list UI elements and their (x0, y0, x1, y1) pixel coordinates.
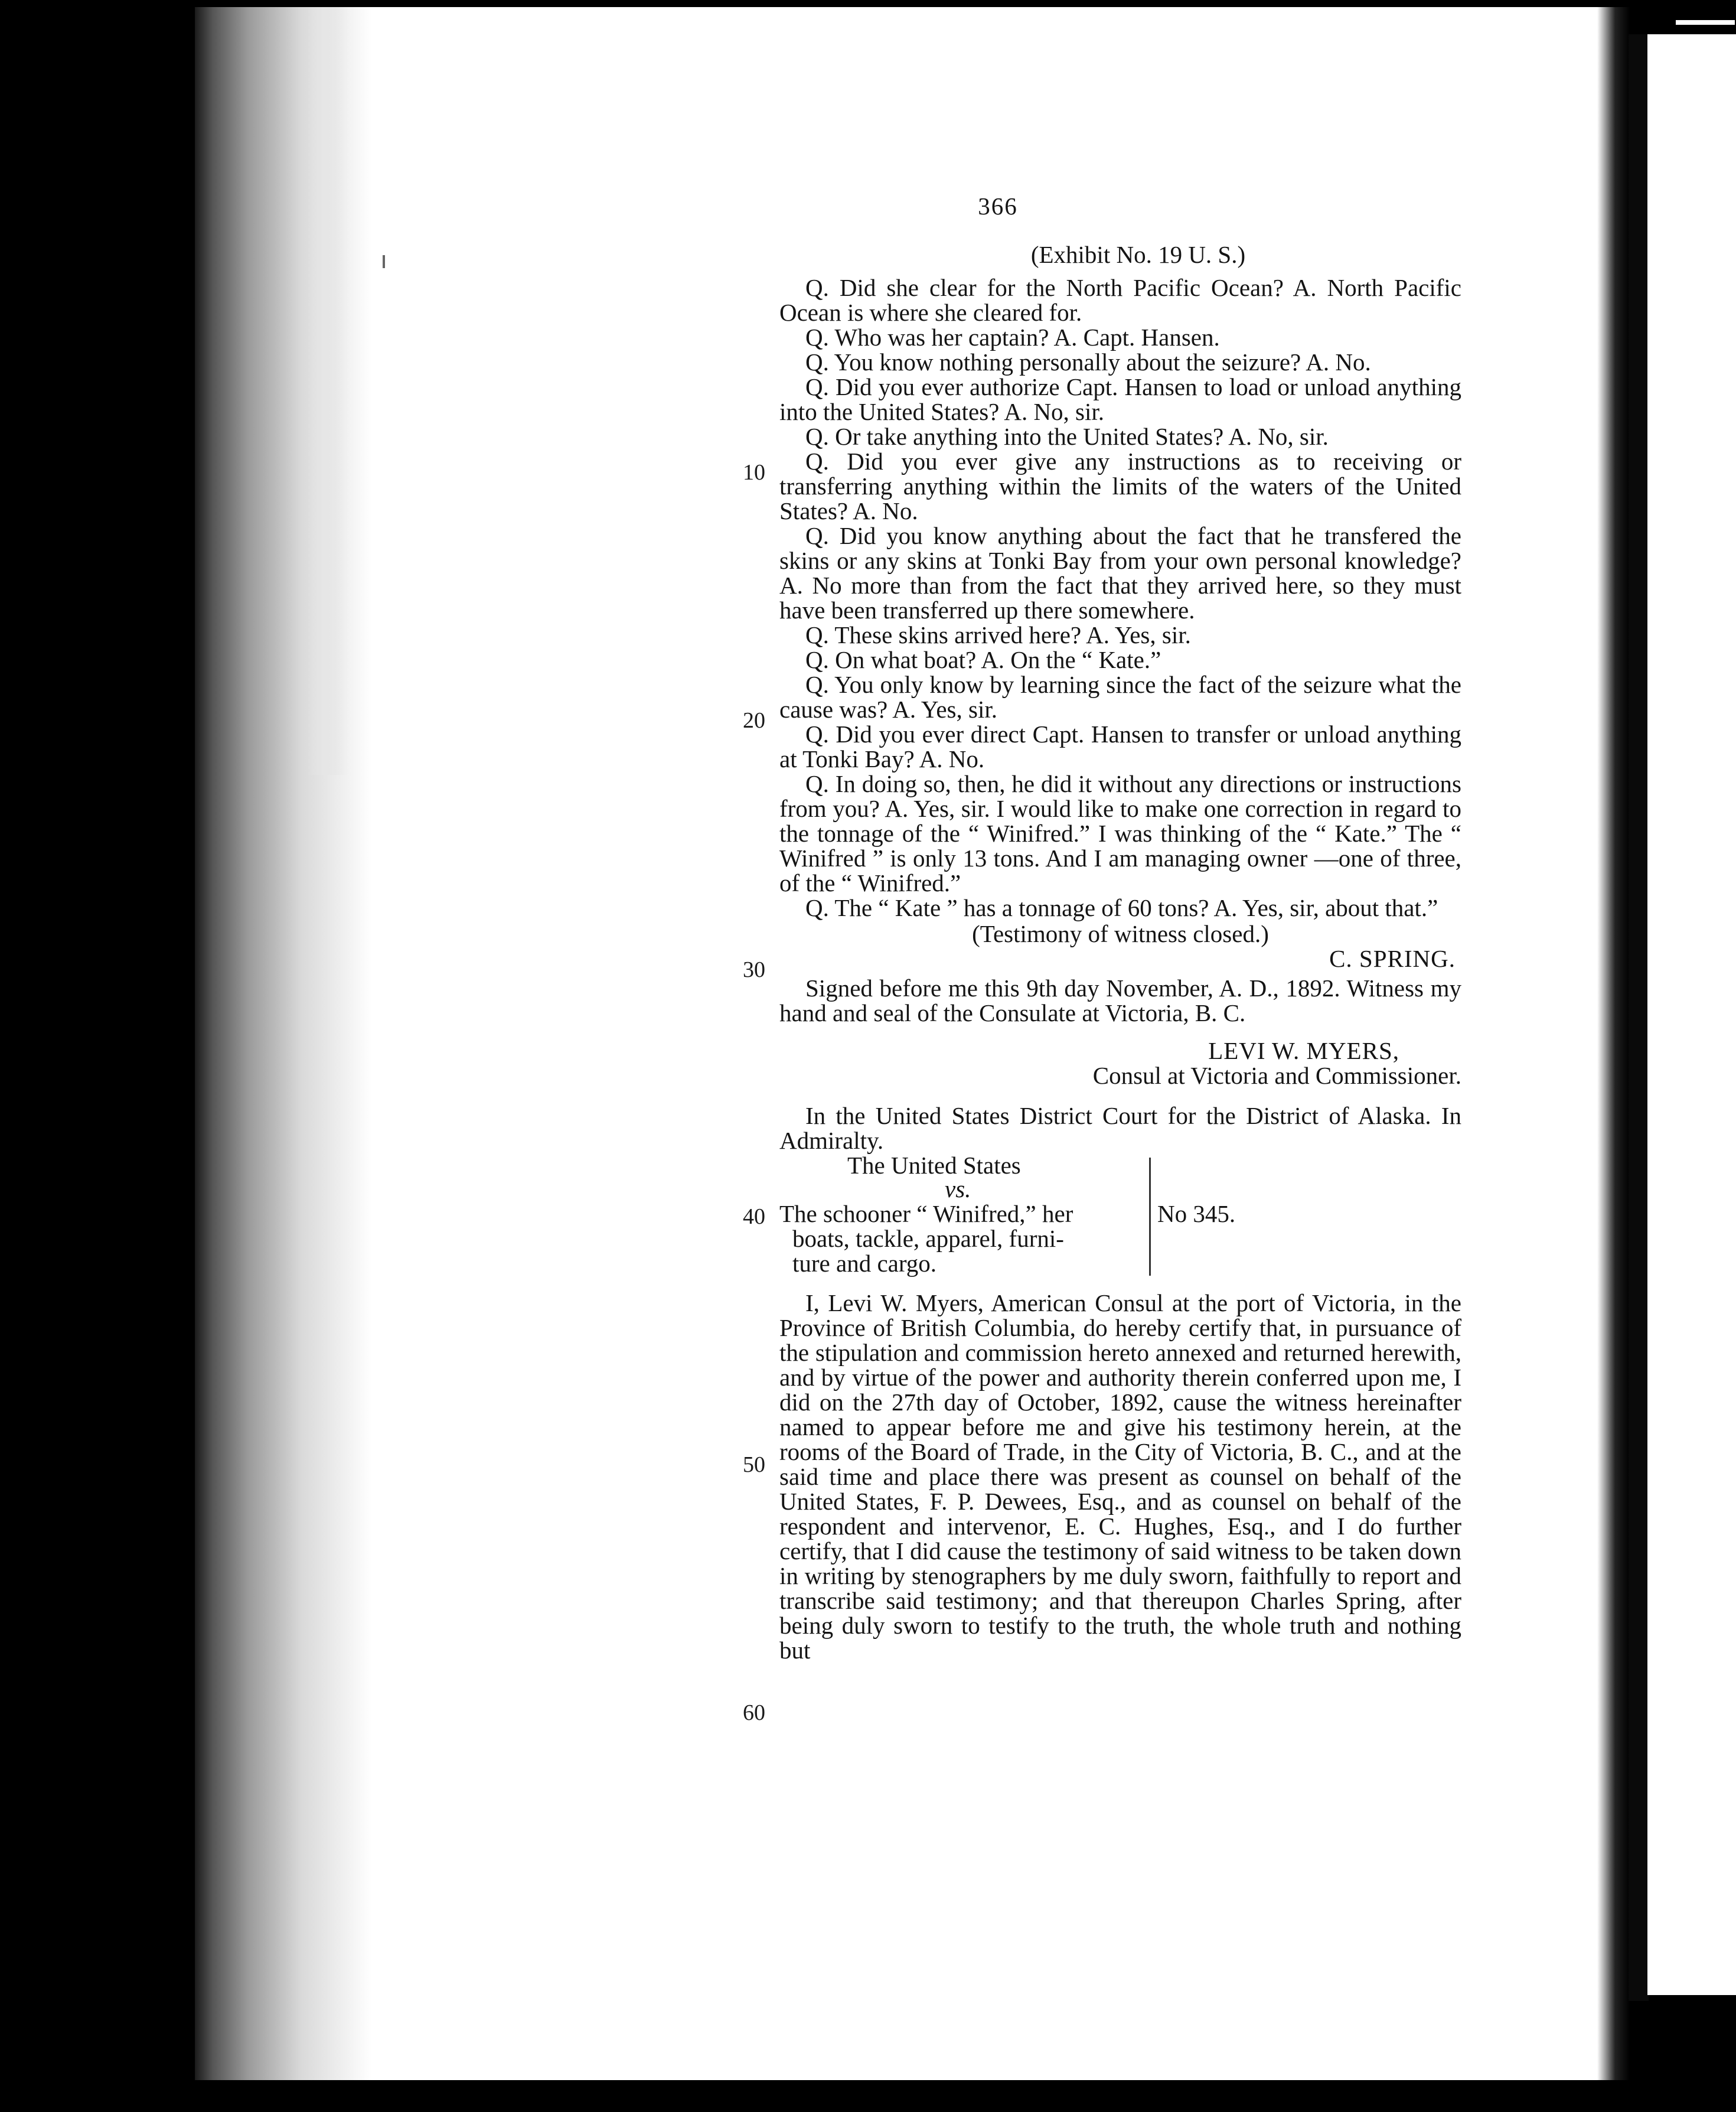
testimony-paragraph: Q. In doing so, then, he did it without any directions or instructions from you? A. Yes, sir. I would like to make one correction in regard to the tonnage of the “ Winifred.” I was thinking of the “ Kate.” The “ Winifred ” is only 13 tons. And I am managing owner —one of three, of the “ Winifred.” (779, 770, 1461, 897)
testimony-paragraph: Q. Did you know anything about the fact that he transfered the skins or any skins at Tonki Bay from your own personal knowledge? A. No more than from the fact that they arrived here, so they must have been transferred up there somewhere. (779, 522, 1461, 624)
line-number-20: 20 (743, 708, 765, 733)
line-number-30: 30 (743, 957, 765, 982)
testimony-paragraph: Q. Did you ever authorize Capt. Hansen to load or unload anything into the United States? A. No, sir. (779, 373, 1461, 425)
testimony-closed-note: (Testimony of witness closed.) (972, 920, 1269, 947)
testimony-paragraph: Q. Did you ever give any instructions as to receiving or transferring anything within the limits of the waters of the United States? A. No. (779, 448, 1461, 524)
testimony-paragraph: Q. The “ Kate ” has a tonnage of 60 tons? A. Yes, sir, about that.” (805, 894, 1438, 921)
page-right-edge-shadow (1597, 7, 1630, 2080)
binding-highlight (307, 7, 348, 775)
caption-defendant-line: ture and cargo. (792, 1250, 936, 1277)
caption-brace (1138, 1158, 1151, 1276)
commissioner-title: Consul at Victoria and Commissioner. (1092, 1062, 1461, 1089)
commissioner-name: LEVI W. MYERS, (1208, 1037, 1399, 1064)
caption-defendant-line: The schooner “ Winifred,” her (779, 1200, 1073, 1227)
document-text (779, 183, 1461, 1663)
testimony-paragraph: Q. You only know by learning since the fact of the seizure what the cause was? A. Yes, sir. (779, 671, 1461, 723)
testimony-paragraph: Q. Did you ever direct Capt. Hansen to transfer or unload anything at Tonki Bay? A. No. (779, 721, 1461, 773)
testimony-paragraph: Q. You know nothing personally about the seizure? A. No. (805, 348, 1371, 376)
case-number: No 345. (1157, 1200, 1236, 1227)
witness-signature: C. SPRING. (1329, 945, 1456, 972)
line-number-40: 40 (743, 1204, 765, 1229)
exhibit-heading: (Exhibit No. 19 U. S.) (1030, 241, 1246, 268)
corner-mark (1676, 20, 1735, 25)
page-number: 366 (978, 193, 1018, 220)
caption-versus: vs. (945, 1175, 971, 1202)
case-caption (779, 1153, 1461, 1286)
line-number-10: 10 (743, 460, 765, 485)
facing-page-gap (1629, 34, 1649, 2001)
facing-page-edge (1647, 34, 1736, 1995)
line-number-50: 50 (743, 1452, 765, 1477)
caption-plaintiff: The United States (847, 1152, 1021, 1179)
testimony-paragraph: Q. On what boat? A. On the “ Kate.” (805, 646, 1161, 673)
testimony-paragraph: Q. Did she clear for the North Pacific Ocean? A. North Pacific Ocean is where she cleared for. (779, 274, 1461, 326)
court-heading: In the United States District Court for the District of Alaska. In Admiralty. (779, 1102, 1461, 1154)
testimony-paragraph: Q. These skins arrived here? A. Yes, sir. (805, 621, 1191, 648)
certificate-paragraph: I, Levi W. Myers, American Consul at the port of Victoria, in the Province of British Columbia, do hereby certify that, in pursuance of the stipulation and commission hereto annexed and returned herewith, and by virtue of the power and authority therein conferred upon me, I did on the 27th day of October, 1892, cause the witness hereinafter named to appear before me and give his testimony herein, at the rooms of the Board of Trade, in the City of Victoria, B. C., and at the said time and place there was present as counsel on behalf of the United States, F. P. Dewees, Esq., and as counsel on behalf of the respondent and intervenor, E. C. Hughes, Esq., and I do further certify, that I did cause the testimony of said witness to be taken down in writing by stenographers by me duly sworn, faithfully to report and transcribe said testimony; and that thereupon Charles Spring, after being duly sworn to testify to the truth, the whole truth and nothing but (779, 1289, 1461, 1664)
margin-tick-mark (383, 255, 385, 268)
testimony-paragraph: Q. Or take anything into the United States? A. No, sir. (805, 423, 1329, 450)
attestation-paragraph: Signed before me this 9th day November, A. D., 1892. Witness my hand and seal of the Consulate at Victoria, B. C. (779, 974, 1461, 1026)
caption-defendant-line: boats, tackle, apparel, furni- (792, 1225, 1064, 1252)
line-number-60: 60 (743, 1700, 765, 1725)
testimony-paragraph: Q. Who was her captain? A. Capt. Hansen. (805, 324, 1220, 351)
